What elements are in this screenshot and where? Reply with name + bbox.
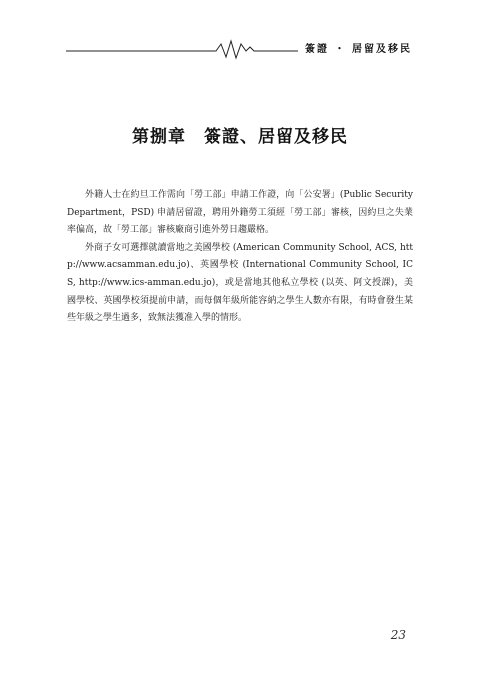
chapter-body: [67, 187, 413, 328]
page-number: 23: [390, 628, 406, 642]
chapter-number: 第捌章: [132, 127, 186, 147]
running-header-label: 簽證 ・ 居留及移民: [302, 40, 412, 55]
paragraph-schools: 外商子女可選擇就讀當地之美國學校 (American Community School, ACS, http://www.acsamman.edu.jo)、英國學校 (International Community School, ICS, http://www.ics-amman.edu.jo)，或是當地其他私立學校 (以英、阿文授課)，美國學校、英國學校須提前申請，而每個年級所能容納之學生人數亦有限，有時會發生某些年級之學生過多，致無法獲准入學的情形。: [67, 242, 413, 324]
chapter-title: 簽證、居留及移民: [204, 127, 348, 147]
running-header: [66, 36, 418, 60]
chapter-heading: [0, 122, 480, 147]
paragraph-work-permits: 外籍人士在約旦工作需向「勞工部」申請工作證，向「公安署」(Public Security Department，PSD) 申請居留證，聘用外籍勞工須經「勞工部」審核，因約旦之失業率偏高，故「勞工部」審核廠商引進外勞日趨嚴格。: [67, 190, 413, 236]
